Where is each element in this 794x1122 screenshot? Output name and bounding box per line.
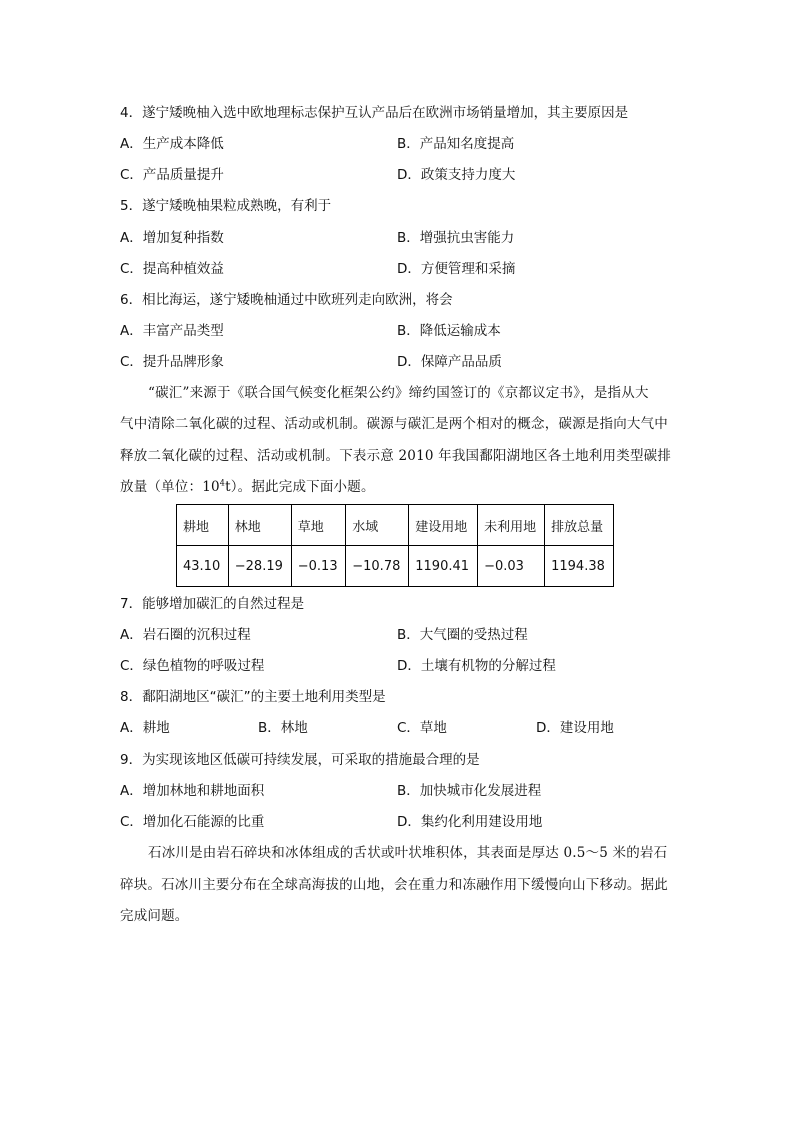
question-4-option-d: D．政策支持力度大 [397,167,516,183]
passage-1-line-4 [120,477,375,497]
question-8-option-b: B．林地 [258,720,308,736]
passage-1-line-1: “碳汇”来源于《联合国气候变化框架公约》缔约国签订的《京都议定书》，是指从大 [148,385,649,401]
table-header-cell: 建设用地 [409,505,478,546]
carbon-emission-table [176,504,614,587]
question-8-option-d: D．建设用地 [536,720,614,736]
question-8-stem: 8．鄱阳湖地区“碳汇”的主要土地利用类型是 [120,689,386,705]
passage-1-line-2: 气中清除二氧化碳的过程、活动或机制。碳源与碳汇是两个相对的概念，碳源是指向大气中 [120,416,668,432]
table-header-row [177,505,614,546]
table-header-cell: 耕地 [177,505,229,546]
question-6-option-b: B．降低运输成本 [397,323,501,339]
question-7-stem: 7．能够增加碳汇的自然过程是 [120,596,305,612]
question-4-option-a: A．生产成本降低 [120,136,224,152]
passage-2-line-1: 石冰川是由岩石碎块和冰体组成的舌状或叶状堆积体，其表面是厚达 0.5～5 米的岩石 [148,845,668,861]
passage-2-line-2: 碎块。石冰川主要分布在全球高海拔的山地，会在重力和冻融作用下缓慢向山下移动。据此 [120,877,668,893]
table-cell: 43.10 [177,546,229,587]
passage-1-line-4-post: t）。据此完成下面小题。 [225,479,375,495]
table-header-cell: 草地 [291,505,345,546]
question-4-option-c: C．产品质量提升 [120,167,224,183]
question-6-option-c: C．提升品牌形象 [120,354,224,370]
question-7-option-b: B．大气圈的受热过程 [397,627,528,643]
question-4-option-b: B．产品知名度提高 [397,136,515,152]
question-9-option-c: C．增加化石能源的比重 [120,814,265,830]
question-5-option-b: B．增强抗虫害能力 [397,230,515,246]
table-cell: −10.78 [346,546,409,587]
table-cell: −0.03 [478,546,545,587]
table-header-cell: 排放总量 [545,505,614,546]
table-row [177,546,614,587]
question-6-option-d: D．保障产品品质 [397,354,502,370]
question-8-option-c: C．草地 [397,720,447,736]
question-9-option-d: D．集约化利用建设用地 [397,814,543,830]
question-5-option-c: C．提高种植效益 [120,261,224,277]
table-header-cell: 未利用地 [478,505,545,546]
question-4-stem: 4．遂宁矮晚柚入选中欧地理标志保护互认产品后在欧洲市场销量增加，其主要原因是 [120,105,629,121]
passage-1-line-4-exponent: 4 [219,478,226,488]
question-6-stem: 6．相比海运，遂宁矮晚柚通过中欧班列走向欧洲，将会 [120,292,453,308]
question-5-stem: 5．遂宁矮晚柚果粒成熟晚，有利于 [120,198,332,214]
table-cell: −28.19 [228,546,291,587]
question-7-option-a: A．岩石圈的沉积过程 [120,627,251,643]
question-5-option-d: D．方便管理和采摘 [397,261,516,277]
question-8-option-a: A．耕地 [120,720,170,736]
passage-1-line-4-pre: 放量（单位：10 [120,479,220,495]
question-5-option-a: A．增加复种指数 [120,230,224,246]
question-7-option-d: D．土壤有机物的分解过程 [397,658,556,674]
question-9-stem: 9．为实现该地区低碳可持续发展，可采取的措施最合理的是 [120,752,480,768]
table-header-cell: 林地 [228,505,291,546]
table-cell: −0.13 [291,546,345,587]
question-6-option-a: A．丰富产品类型 [120,323,224,339]
passage-1-line-3: 释放二氧化碳的过程、活动或机制。下表示意 2010 年我国鄱阳湖地区各土地利用类型碳排 [120,448,672,464]
passage-2-line-3: 完成问题。 [120,908,189,924]
table-cell: 1194.38 [545,546,614,587]
question-7-option-c: C．绿色植物的呼吸过程 [120,658,265,674]
table-header-cell: 水域 [346,505,409,546]
table-cell: 1190.41 [409,546,478,587]
question-9-option-a: A．增加林地和耕地面积 [120,783,265,799]
question-9-option-b: B．加快城市化发展进程 [397,783,542,799]
